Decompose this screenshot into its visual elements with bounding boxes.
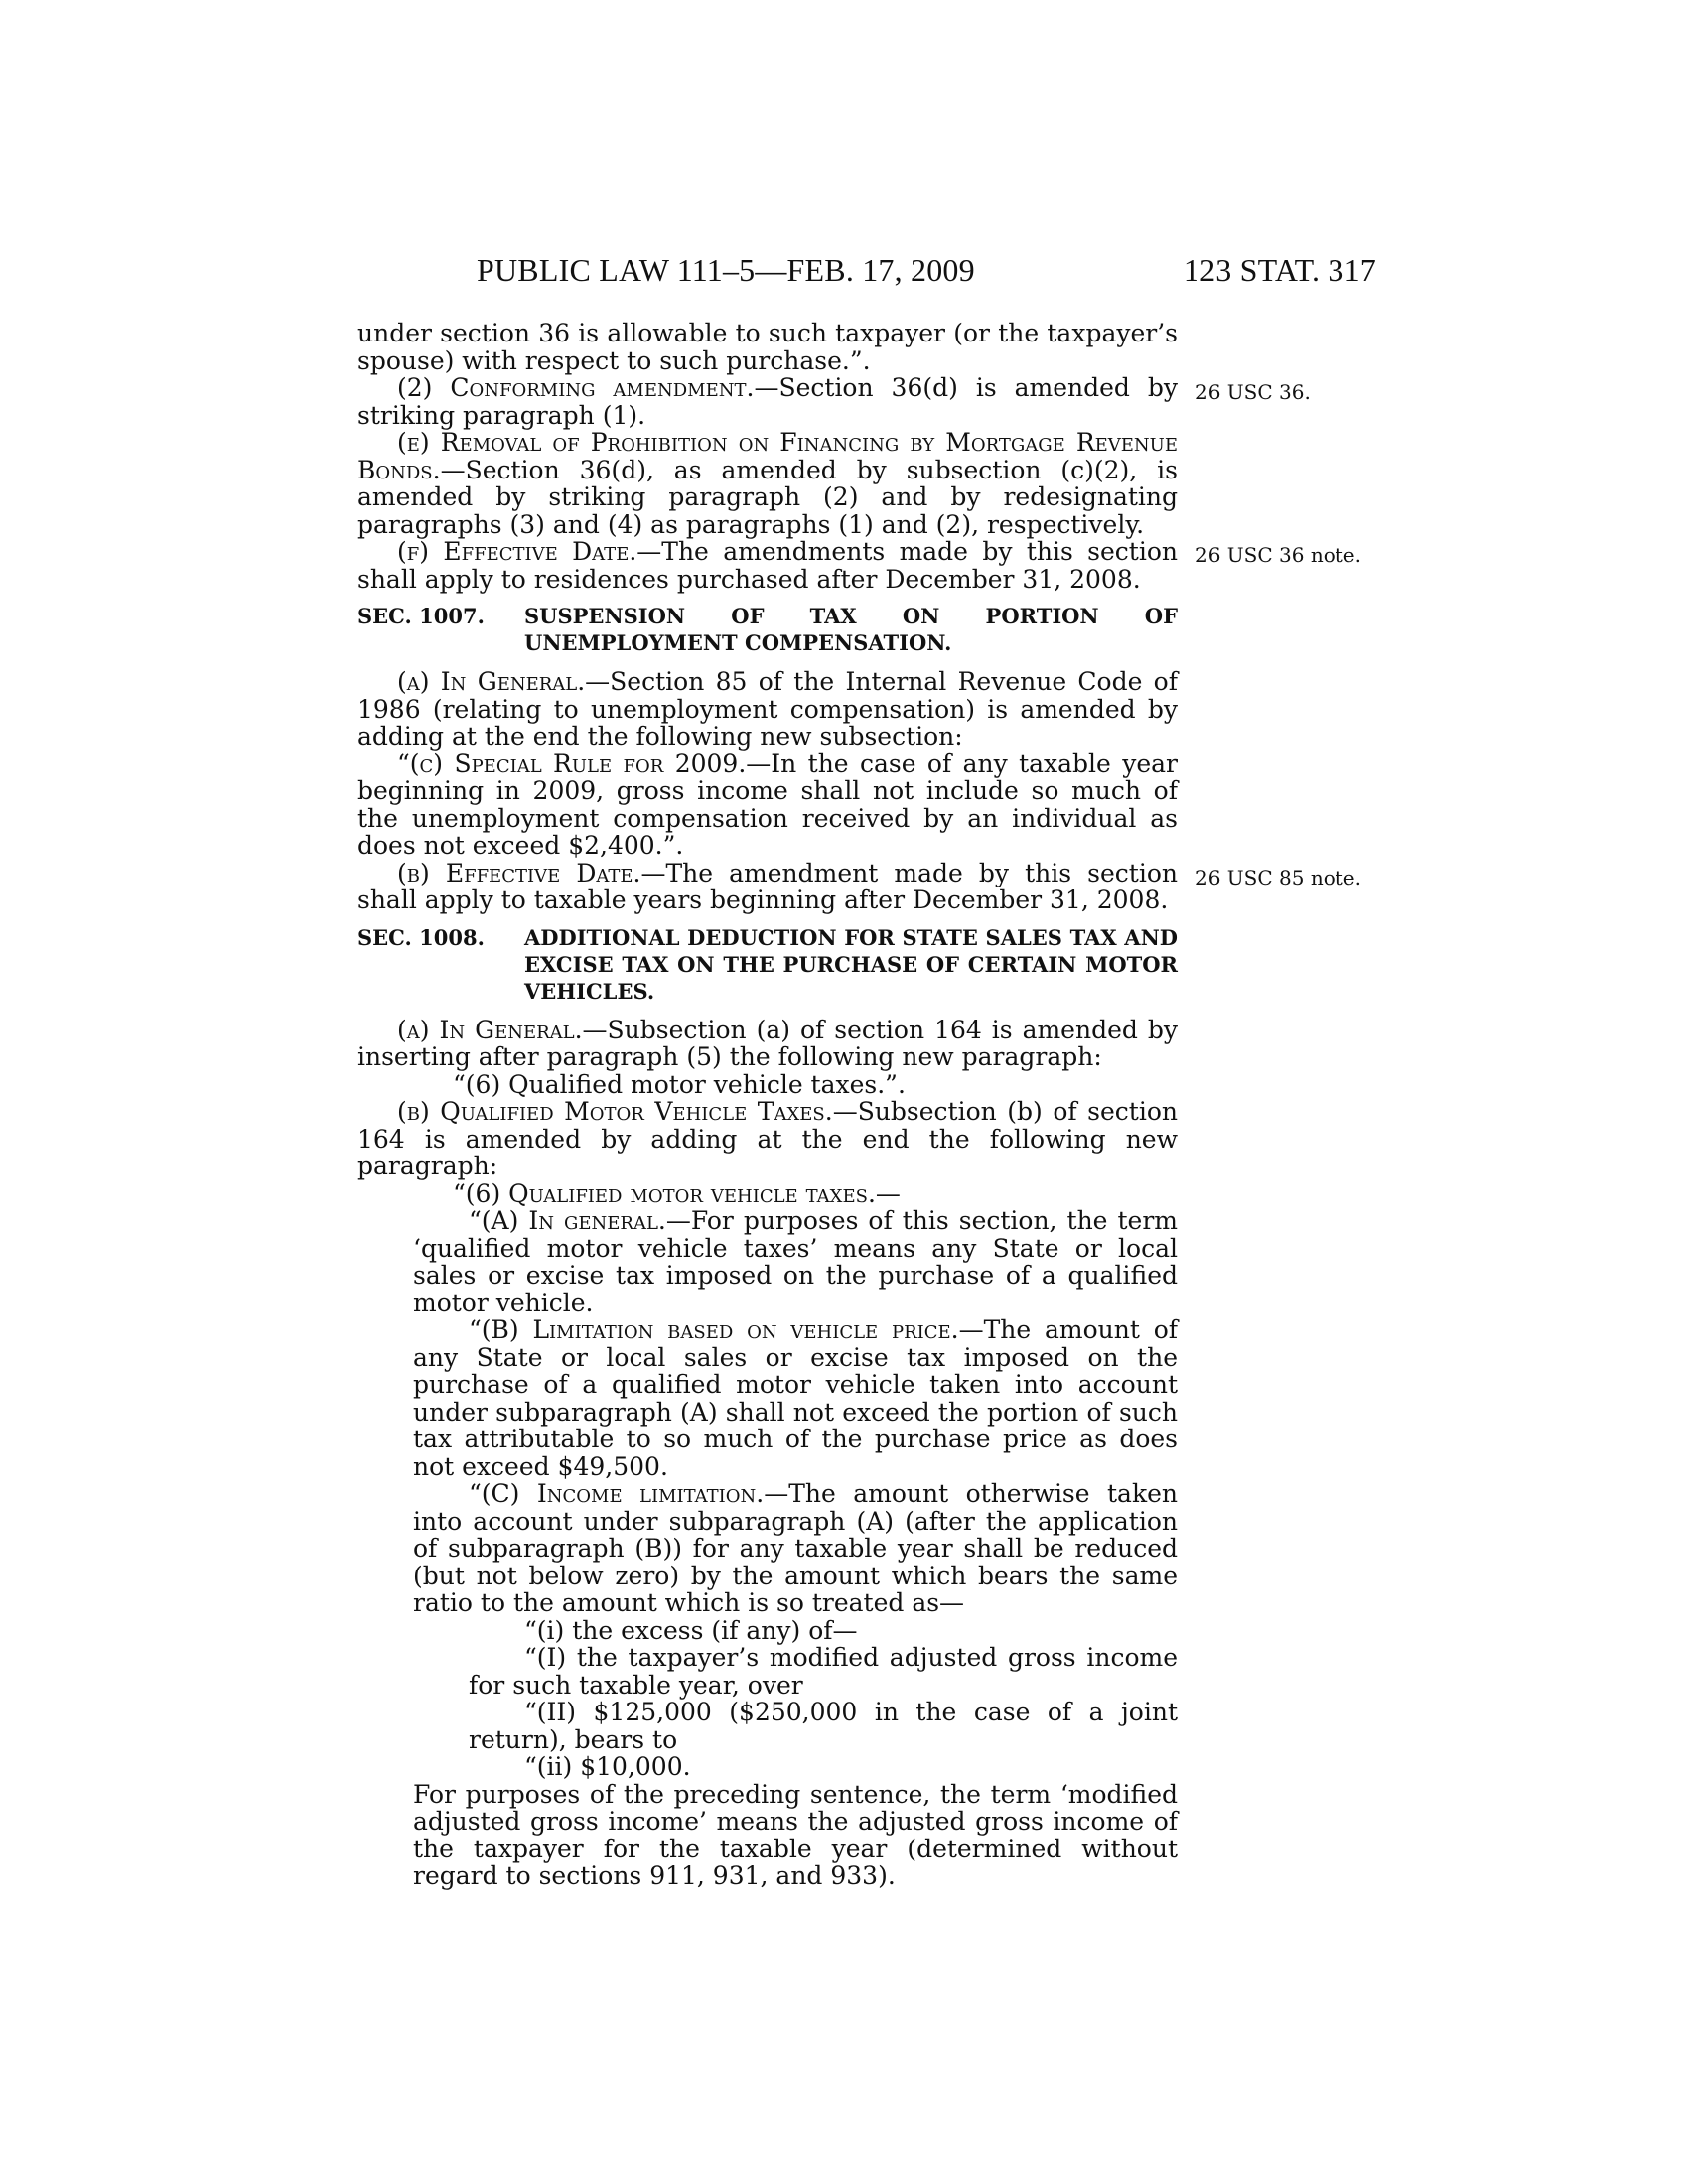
subsection-heading: (b) Effective Date. — [397, 858, 641, 887]
paragraph-text: under section 36 is allowable to such taxpayer (or the taxpayer’s spouse) with respect to such purchase.”. — [357, 319, 1178, 375]
subsection-text: —The amendment made by this section shall apply to taxable years beginning after December 31, 2008. — [357, 858, 1178, 914]
subsection-b — [357, 1098, 1178, 1180]
subclause-text: “(I) the taxpayer’s modified adjusted gross income for such taxable year, over — [469, 1643, 1178, 1700]
margin-note-26usc85-note: 26 USC 85 note. — [1196, 866, 1361, 889]
subparagraph-heading: “(A) In general. — [469, 1206, 666, 1235]
subsection-heading: (a) In General. — [397, 667, 586, 696]
quoted-subsection-c — [357, 751, 1178, 860]
subclause-text: “(II) $125,000 ($250,000 in the case of a joint return), bears to — [469, 1698, 1178, 1754]
clause-ii — [357, 1753, 1178, 1781]
subsection-text: —Subsection (a) of section 164 is amended by inserting after paragraph (5) the following new paragraph: — [357, 1015, 1178, 1071]
subparagraph-text: —The amount of any State or local sales or excise tax imposed on the purchase of a qualified motor vehicle taken into account under subparagraph (A) shall not exceed the portion of such tax attributable to so much of the purchase price as does not exceed $49,500. — [413, 1315, 1178, 1481]
subsection-text: —Section 85 of the Internal Revenue Code of 1986 (relating to unemployment compensation) is amended by adding at the end the following new subsection: — [357, 667, 1178, 751]
margin-note-26usc36-note: 26 USC 36 note. — [1196, 543, 1361, 567]
subsection-f — [357, 538, 1178, 593]
section-number: SEC. 1007. — [357, 604, 485, 628]
paragraph-conforming-amendment — [357, 374, 1178, 429]
subsection-text: —The amendments made by this section shall apply to residences purchased after December 31, 2008. — [357, 537, 1179, 594]
margin-note-26usc36: 26 USC 36. — [1196, 380, 1311, 404]
subparagraph-heading: “(B) Limitation based on vehicle price. — [469, 1315, 959, 1344]
section-number: SEC. 1008. — [357, 924, 485, 950]
clause-i — [357, 1617, 1178, 1645]
subparagraph-text: —For purposes of this section, the term ‘qualified motor vehicle taxes’ means any State or local sales or excise tax imposed on the purchase of a qualified motor vehicle. — [413, 1206, 1178, 1317]
flush-paragraph-text: For purposes of the preceding sentence, the term ‘modified adjusted gross income’ means the adjusted gross income of the taxpayer for the taxable year (determined without regard to sections 911, 931, and 933). — [413, 1779, 1178, 1890]
subsection-text: —Section 36(d), as amended by subsection (c)(2), is amended by striking paragraph (2) and by redesignating paragraphs (3) and (4) as paragraphs (1) and (2), respectively. — [357, 455, 1178, 539]
subsection-heading: (b) Qualified Motor Vehicle Taxes. — [397, 1097, 833, 1126]
subsection-text: —Subsection (b) of section 164 is amended by adding at the end the following new paragraph: — [357, 1097, 1178, 1180]
subparagraph-heading: “(C) Income limitation. — [469, 1479, 765, 1508]
paragraph-heading: (2) Conforming amendment. — [397, 373, 755, 402]
subparagraph-b — [357, 1316, 1178, 1480]
subclause-I — [357, 1644, 1178, 1699]
paragraph-heading: “(6) Qualified motor vehicle taxes. — [453, 1178, 876, 1208]
flush-text — [357, 1781, 1178, 1890]
quoted-text: “(6) Qualified motor vehicle taxes.”. — [453, 1069, 906, 1099]
subparagraph-text: —The amount otherwise taken into account under subparagraph (A) (after the application of subparagraph (B)) for any taxable year shall be reduced (but not below zero) by the amount which bears the same ratio to the amount which is so treated as— — [413, 1479, 1178, 1617]
section-heading-1007 — [357, 603, 1178, 656]
subsection-a — [357, 668, 1178, 751]
subsection-heading: “(c) Special Rule for 2009. — [397, 749, 747, 778]
subsection-heading: (f) Effective Date. — [397, 537, 637, 566]
paragraph-text: —Section 36(d) is amended by striking paragraph (1). — [357, 373, 1178, 430]
subsection-heading: (e) Removal of Prohibition on Financing by Mortgage Revenue Bonds. — [357, 428, 1178, 484]
section-title: SUSPENSION OF TAX ON PORTION OF UNEMPLOYMENT COMPENSATION. — [524, 604, 1178, 655]
body-column — [357, 320, 1178, 1890]
page-number-header: 123 STAT. 317 — [1183, 252, 1376, 288]
subsection-b — [357, 860, 1178, 914]
clause-text: “(i) the excess (if any) of— — [524, 1615, 858, 1645]
subsection-heading: (a) In General. — [397, 1015, 583, 1044]
subparagraph-a — [357, 1207, 1178, 1316]
paragraph-6-heading — [357, 1180, 1178, 1208]
clause-text: “(ii) $10,000. — [524, 1752, 691, 1781]
quoted-paragraph-6 — [357, 1071, 1178, 1099]
subsection-e — [357, 429, 1178, 538]
section-title: ADDITIONAL DEDUCTION FOR STATE SALES TAX AND EXCISE TAX ON THE PURCHASE OF CERTAIN MOTOR VEHICLES. — [524, 924, 1178, 1004]
subparagraph-c — [357, 1480, 1178, 1617]
paragraph — [357, 320, 1178, 374]
running-header-left: PUBLIC LAW 111–5—FEB. 17, 2009 — [477, 252, 975, 288]
paragraph-text: — — [875, 1178, 901, 1208]
subsection-text: —In the case of any taxable year beginning in 2009, gross income shall not include so much of the unemployment compensation received by an individual as does not exceed $2,400.”. — [357, 749, 1179, 860]
section-heading-1008 — [357, 924, 1178, 1005]
subsection-a — [357, 1017, 1178, 1071]
subclause-II — [357, 1699, 1178, 1753]
